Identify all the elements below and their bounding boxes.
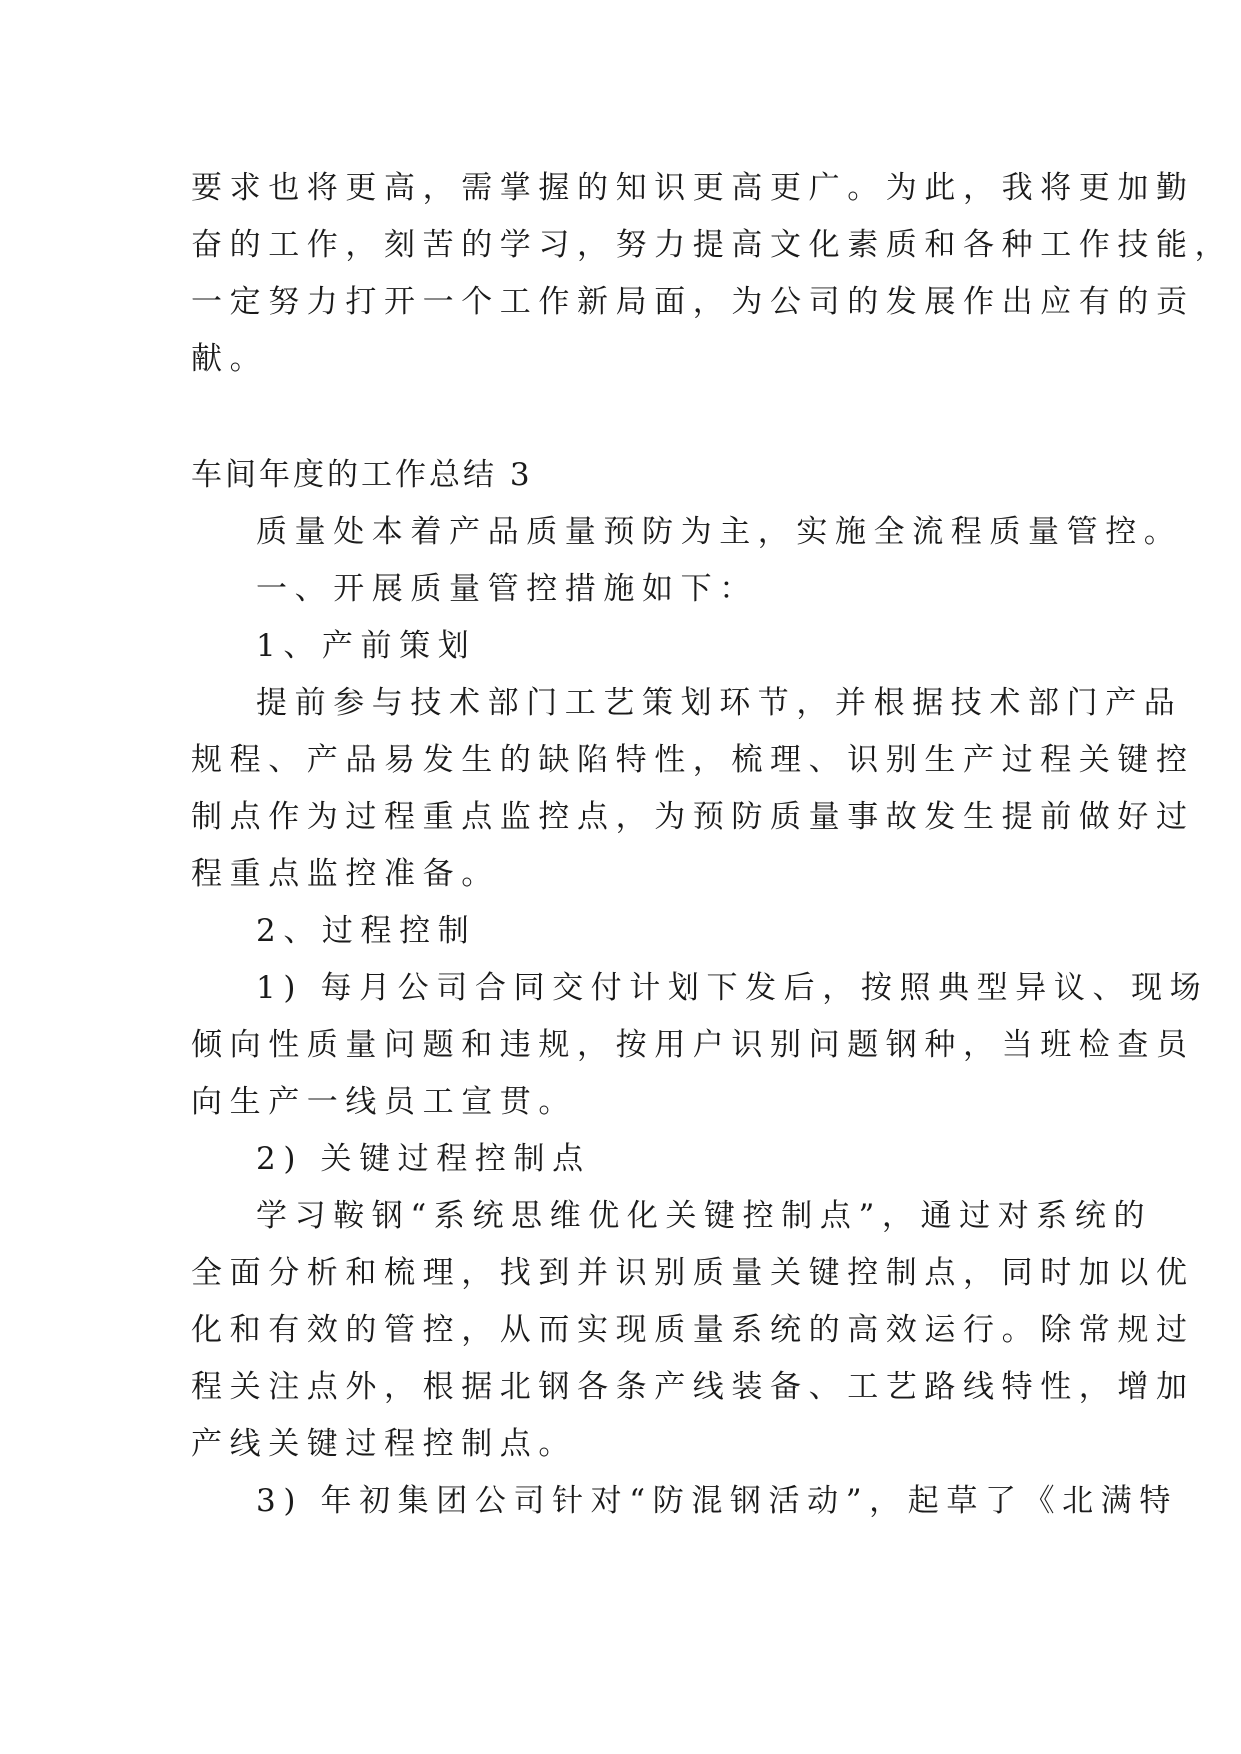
paragraph-line: 奋的工作，刻苦的学习，努力提高文化素质和各种工作技能， xyxy=(191,227,1234,263)
paragraph-line: 要求也将更高，需掌握的知识更高更广。为此，我将更加勤 xyxy=(191,170,1195,206)
paragraph-line: 一定努力打开一个工作新局面，为公司的发展作出应有的贡 xyxy=(191,284,1195,320)
paragraph-line: 程重点监控准备。 xyxy=(191,856,500,892)
paragraph-line: 化和有效的管控，从而实现质量系统的高效运行。除常规过 xyxy=(191,1312,1195,1348)
paragraph-line: 1) 每月公司合同交付计划下发后，按照典型异议、现场 xyxy=(256,970,1209,1006)
paragraph-line: 向生产一线员工宣贯。 xyxy=(191,1084,577,1120)
paragraph-line: 献。 xyxy=(191,341,269,377)
list-heading: 一、开展质量管控措施如下： xyxy=(256,571,758,607)
paragraph-line: 制点作为过程重点监控点，为预防质量事故发生提前做好过 xyxy=(191,799,1195,835)
list-heading: 2) 关键过程控制点 xyxy=(256,1141,591,1177)
paragraph-line: 产线关键过程控制点。 xyxy=(191,1426,577,1462)
list-heading: 1、产前策划 xyxy=(256,628,477,664)
paragraph-line: 质量处本着产品质量预防为主，实施全流程质量管控。 xyxy=(256,514,1183,550)
paragraph-line: 提前参与技术部门工艺策划环节，并根据技术部门产品 xyxy=(256,685,1183,721)
list-heading: 2、过程控制 xyxy=(256,913,477,949)
paragraph-line: 规程、产品易发生的缺陷特性，梳理、识别生产过程关键控 xyxy=(191,742,1195,778)
paragraph-line: 3) 年初集团公司针对“防混钢活动”，起草了《北满特 xyxy=(256,1483,1178,1519)
paragraph-line: 全面分析和梳理，找到并识别质量关键控制点，同时加以优 xyxy=(191,1255,1195,1291)
section-title: 车间年度的工作总结 3 xyxy=(191,457,533,493)
paragraph-line: 学习鞍钢“系统思维优化关键控制点”，通过对系统的 xyxy=(256,1198,1153,1234)
paragraph-line: 倾向性质量问题和违规，按用户识别问题钢种，当班检查员 xyxy=(191,1027,1195,1063)
paragraph-line: 程关注点外，根据北钢各条产线装备、工艺路线特性，增加 xyxy=(191,1369,1195,1405)
